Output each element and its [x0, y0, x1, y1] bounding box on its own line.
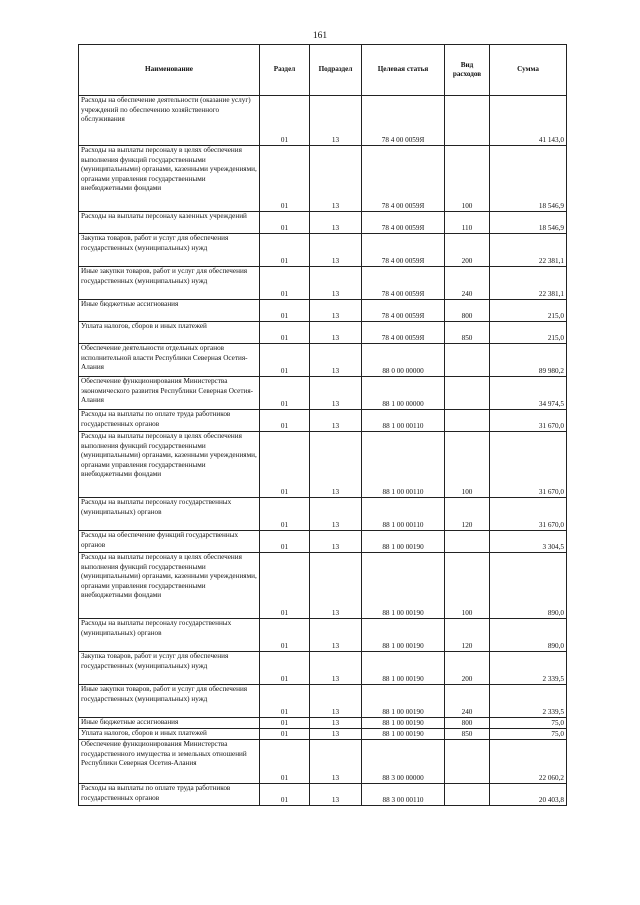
row-name: Расходы на выплаты по оплате труда работников государственных органов [79, 784, 260, 806]
row-name: Иные закупки товаров, работ и услуг для обеспечения государственных (муниципальных) нужд [79, 267, 260, 300]
row-name: Закупка товаров, работ и услуг для обеспечения государственных (муниципальных) нужд [79, 652, 260, 685]
row-target: 88 3 00 00110 [362, 784, 445, 806]
row-amount: 18 546,9 [490, 212, 567, 234]
row-amount: 3 304,5 [490, 531, 567, 553]
row-target: 88 1 00 00190 [362, 619, 445, 652]
header-name: Наименование [79, 45, 260, 96]
row-target: 88 1 00 00190 [362, 553, 445, 619]
row-target: 88 1 00 00110 [362, 432, 445, 498]
row-target: 78 4 00 0059Я [362, 212, 445, 234]
row-name: Обеспечение деятельности отдельных органов исполнительной власти Республики Северная Осетия-Алания [79, 344, 260, 377]
table-row [79, 344, 567, 377]
row-name: Расходы на выплаты персоналу государственных (муниципальных) органов [79, 619, 260, 652]
row-section: 01 [260, 377, 310, 410]
row-amount: 18 546,9 [490, 146, 567, 212]
row-name: Обеспечение функционирования Министерства экономического развития Республики Северная Осетия-Алания [79, 377, 260, 410]
table-row [79, 729, 567, 740]
row-subsection: 13 [310, 498, 362, 531]
row-subsection: 13 [310, 344, 362, 377]
table-row [79, 619, 567, 652]
row-name: Расходы на выплаты персоналу в целях обеспечения выполнения функций государственными (муниципальными) органами, казенными учреждениями, органами управления государственными внебюджетными фондами [79, 432, 260, 498]
row-type: 100 [445, 553, 490, 619]
row-name: Уплата налогов, сборов и иных платежей [79, 322, 260, 344]
row-target: 88 1 00 00190 [362, 652, 445, 685]
row-subsection: 13 [310, 267, 362, 300]
row-name: Иные бюджетные ассигнования [79, 300, 260, 322]
table-row [79, 322, 567, 344]
row-name: Расходы на выплаты по оплате труда работников государственных органов [79, 410, 260, 432]
row-amount: 31 670,0 [490, 410, 567, 432]
table-row [79, 212, 567, 234]
row-subsection: 13 [310, 729, 362, 740]
row-subsection: 13 [310, 784, 362, 806]
row-subsection: 13 [310, 685, 362, 718]
row-amount: 75,0 [490, 729, 567, 740]
row-section: 01 [260, 498, 310, 531]
row-target: 78 4 00 0059Я [362, 96, 445, 146]
row-type: 200 [445, 234, 490, 267]
row-section: 01 [260, 234, 310, 267]
row-subsection: 13 [310, 718, 362, 729]
row-target: 78 4 00 0059Я [362, 300, 445, 322]
table-row [79, 234, 567, 267]
table-row [79, 432, 567, 498]
row-subsection: 13 [310, 432, 362, 498]
row-amount: 20 403,8 [490, 784, 567, 806]
header-target: Целевая статья [362, 45, 445, 96]
row-amount: 22 381,1 [490, 234, 567, 267]
row-subsection: 13 [310, 322, 362, 344]
row-name: Расходы на выплаты персоналу в целях обеспечения выполнения функций государственными (муниципальными) органами, казенными учреждениями, органами управления государственными внебюджетными фондами [79, 553, 260, 619]
row-section: 01 [260, 267, 310, 300]
row-subsection: 13 [310, 410, 362, 432]
header-expense-type: Вид расходов [445, 45, 490, 96]
header-subsection: Подраздел [310, 45, 362, 96]
table-row [79, 96, 567, 146]
row-name: Иные закупки товаров, работ и услуг для обеспечения государственных (муниципальных) нужд [79, 685, 260, 718]
table-row [79, 553, 567, 619]
page-number: 161 [312, 31, 328, 41]
row-amount: 34 974,5 [490, 377, 567, 410]
row-section: 01 [260, 344, 310, 377]
row-target: 88 1 00 00190 [362, 729, 445, 740]
row-target: 88 1 00 00110 [362, 498, 445, 531]
row-type [445, 784, 490, 806]
row-target: 88 1 00 00110 [362, 410, 445, 432]
row-section: 01 [260, 531, 310, 553]
table-header-row [79, 45, 567, 96]
row-name: Иные бюджетные ассигнования [79, 718, 260, 729]
row-section: 01 [260, 784, 310, 806]
row-type: 800 [445, 300, 490, 322]
row-subsection: 13 [310, 531, 362, 553]
row-amount: 89 980,2 [490, 344, 567, 377]
row-name: Закупка товаров, работ и услуг для обеспечения государственных (муниципальных) нужд [79, 234, 260, 267]
row-section: 01 [260, 718, 310, 729]
row-amount: 75,0 [490, 718, 567, 729]
table-row [79, 146, 567, 212]
table-row [79, 740, 567, 784]
row-target: 88 1 00 00190 [362, 685, 445, 718]
row-amount: 215,0 [490, 322, 567, 344]
row-subsection: 13 [310, 740, 362, 784]
row-section: 01 [260, 729, 310, 740]
row-name: Расходы на обеспечение деятельности (оказание услуг) учреждений по обеспечению хозяйственного обслуживания [79, 96, 260, 146]
row-type [445, 96, 490, 146]
row-type [445, 531, 490, 553]
row-section: 01 [260, 146, 310, 212]
row-target: 88 1 00 00000 [362, 377, 445, 410]
row-amount: 215,0 [490, 300, 567, 322]
row-subsection: 13 [310, 300, 362, 322]
row-section: 01 [260, 553, 310, 619]
table-row [79, 498, 567, 531]
table-row [79, 410, 567, 432]
row-subsection: 13 [310, 212, 362, 234]
row-amount: 22 381,1 [490, 267, 567, 300]
row-section: 01 [260, 432, 310, 498]
row-amount: 41 143,0 [490, 96, 567, 146]
row-name: Расходы на выплаты персоналу казенных учреждений [79, 212, 260, 234]
row-target: 78 4 00 0059Я [362, 234, 445, 267]
row-type: 120 [445, 619, 490, 652]
row-amount: 2 339,5 [490, 685, 567, 718]
row-section: 01 [260, 619, 310, 652]
row-section: 01 [260, 212, 310, 234]
row-type [445, 377, 490, 410]
row-section: 01 [260, 410, 310, 432]
row-target: 78 4 00 0059Я [362, 146, 445, 212]
row-subsection: 13 [310, 146, 362, 212]
row-target: 88 1 00 00190 [362, 718, 445, 729]
table-row [79, 267, 567, 300]
row-type [445, 410, 490, 432]
row-target: 78 4 00 0059Я [362, 322, 445, 344]
row-section: 01 [260, 322, 310, 344]
table-row [79, 300, 567, 322]
row-type: 120 [445, 498, 490, 531]
row-amount: 31 670,0 [490, 432, 567, 498]
row-name: Обеспечение функционирования Министерства государственного имущества и земельных отношений Республики Северная Осетия-Алания [79, 740, 260, 784]
row-amount: 890,0 [490, 553, 567, 619]
row-target: 88 3 00 00000 [362, 740, 445, 784]
row-amount: 31 670,0 [490, 498, 567, 531]
row-name: Расходы на выплаты персоналу в целях обеспечения выполнения функций государственными (муниципальными) органами, казенными учреждениями, органами управления государственными внебюджетными фондами [79, 146, 260, 212]
row-subsection: 13 [310, 619, 362, 652]
table-row [79, 685, 567, 718]
row-type [445, 740, 490, 784]
row-subsection: 13 [310, 96, 362, 146]
row-amount: 890,0 [490, 619, 567, 652]
row-type: 200 [445, 652, 490, 685]
row-target: 78 4 00 0059Я [362, 267, 445, 300]
row-section: 01 [260, 740, 310, 784]
row-type: 240 [445, 685, 490, 718]
table-row [79, 652, 567, 685]
row-target: 88 0 00 00000 [362, 344, 445, 377]
row-type: 850 [445, 729, 490, 740]
row-type: 850 [445, 322, 490, 344]
row-section: 01 [260, 96, 310, 146]
row-section: 01 [260, 652, 310, 685]
row-type: 800 [445, 718, 490, 729]
row-amount: 2 339,5 [490, 652, 567, 685]
table-row [79, 531, 567, 553]
row-type: 240 [445, 267, 490, 300]
row-section: 01 [260, 300, 310, 322]
row-subsection: 13 [310, 377, 362, 410]
row-subsection: 13 [310, 553, 362, 619]
row-type: 110 [445, 212, 490, 234]
row-type [445, 344, 490, 377]
row-name: Уплата налогов, сборов и иных платежей [79, 729, 260, 740]
header-section: Раздел [260, 45, 310, 96]
row-subsection: 13 [310, 234, 362, 267]
row-target: 88 1 00 00190 [362, 531, 445, 553]
row-name: Расходы на выплаты персоналу государственных (муниципальных) органов [79, 498, 260, 531]
table-row [79, 377, 567, 410]
row-subsection: 13 [310, 652, 362, 685]
header-amount: Сумма [490, 45, 567, 96]
table-row [79, 784, 567, 806]
row-amount: 22 060,2 [490, 740, 567, 784]
row-name: Расходы на обеспечение функций государственных органов [79, 531, 260, 553]
row-section: 01 [260, 685, 310, 718]
row-type: 100 [445, 146, 490, 212]
row-type: 100 [445, 432, 490, 498]
budget-table [78, 44, 567, 806]
table-row [79, 718, 567, 729]
